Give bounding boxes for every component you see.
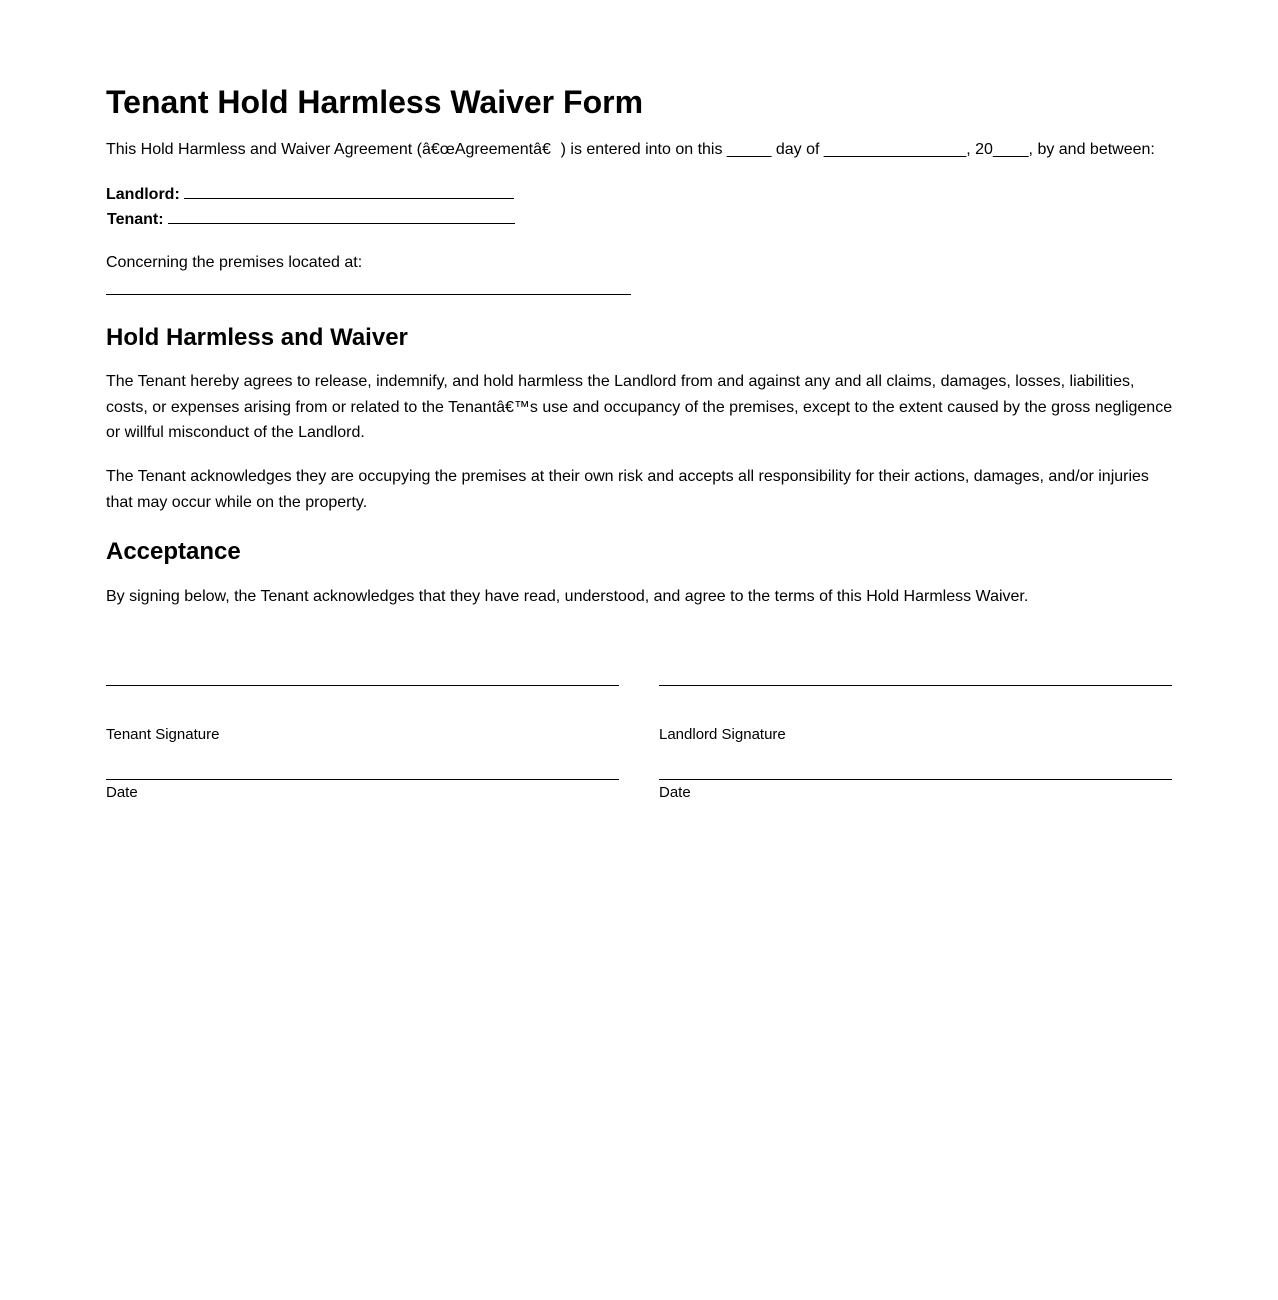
landlord-signature-line — [659, 685, 1172, 686]
document-title: Tenant Hold Harmless Waiver Form — [106, 84, 644, 120]
tenant-signature-line — [106, 685, 619, 686]
landlord-signature-label: Landlord Signature — [659, 726, 786, 743]
tenant-signature-label: Tenant Signature — [106, 726, 220, 743]
premises-label: Concerning the premises located at: — [106, 254, 363, 271]
tenant-date-line — [106, 779, 619, 780]
hold-harmless-paragraph-2: The Tenant acknowledges they are occupying the premises at their own risk and accepts all responsibility for their actions, damages, and/or injuries that may occur while on the property. — [106, 468, 1149, 511]
tenant-line — [107, 209, 515, 230]
acceptance-paragraph: By signing below, the Tenant acknowledges that they have read, understood, and agree to the terms of this Hold Harmless Waiver. — [106, 588, 1029, 605]
hold-harmless-heading: Hold Harmless and Waiver — [106, 324, 408, 351]
landlord-line — [106, 184, 514, 205]
premises-address-blank — [106, 294, 631, 295]
landlord-name-blank — [184, 184, 514, 199]
landlord-date-line — [659, 779, 1172, 780]
tenant-name-blank — [168, 209, 515, 224]
landlord-date-label: Date — [659, 784, 691, 801]
hold-harmless-paragraph-1: The Tenant hereby agrees to release, indemnify, and hold harmless the Landlord from and against any and all claims, damages, losses, liabilities, costs, or expenses arising from or related to the Tenantâ€™s use and occupancy of the premises, except to the extent caused by the gross negligence or willful misconduct of the Landlord. — [106, 373, 1173, 441]
tenant-date-label: Date — [106, 784, 138, 801]
landlord-label: Landlord: — [106, 186, 180, 203]
tenant-label: Tenant: — [107, 211, 164, 228]
acceptance-heading: Acceptance — [106, 538, 241, 565]
intro-paragraph: This Hold Harmless and Waiver Agreement (â€œAgreementâ€) is entered into on this _____ day of ________________, 20____, by and between: — [106, 141, 1155, 158]
